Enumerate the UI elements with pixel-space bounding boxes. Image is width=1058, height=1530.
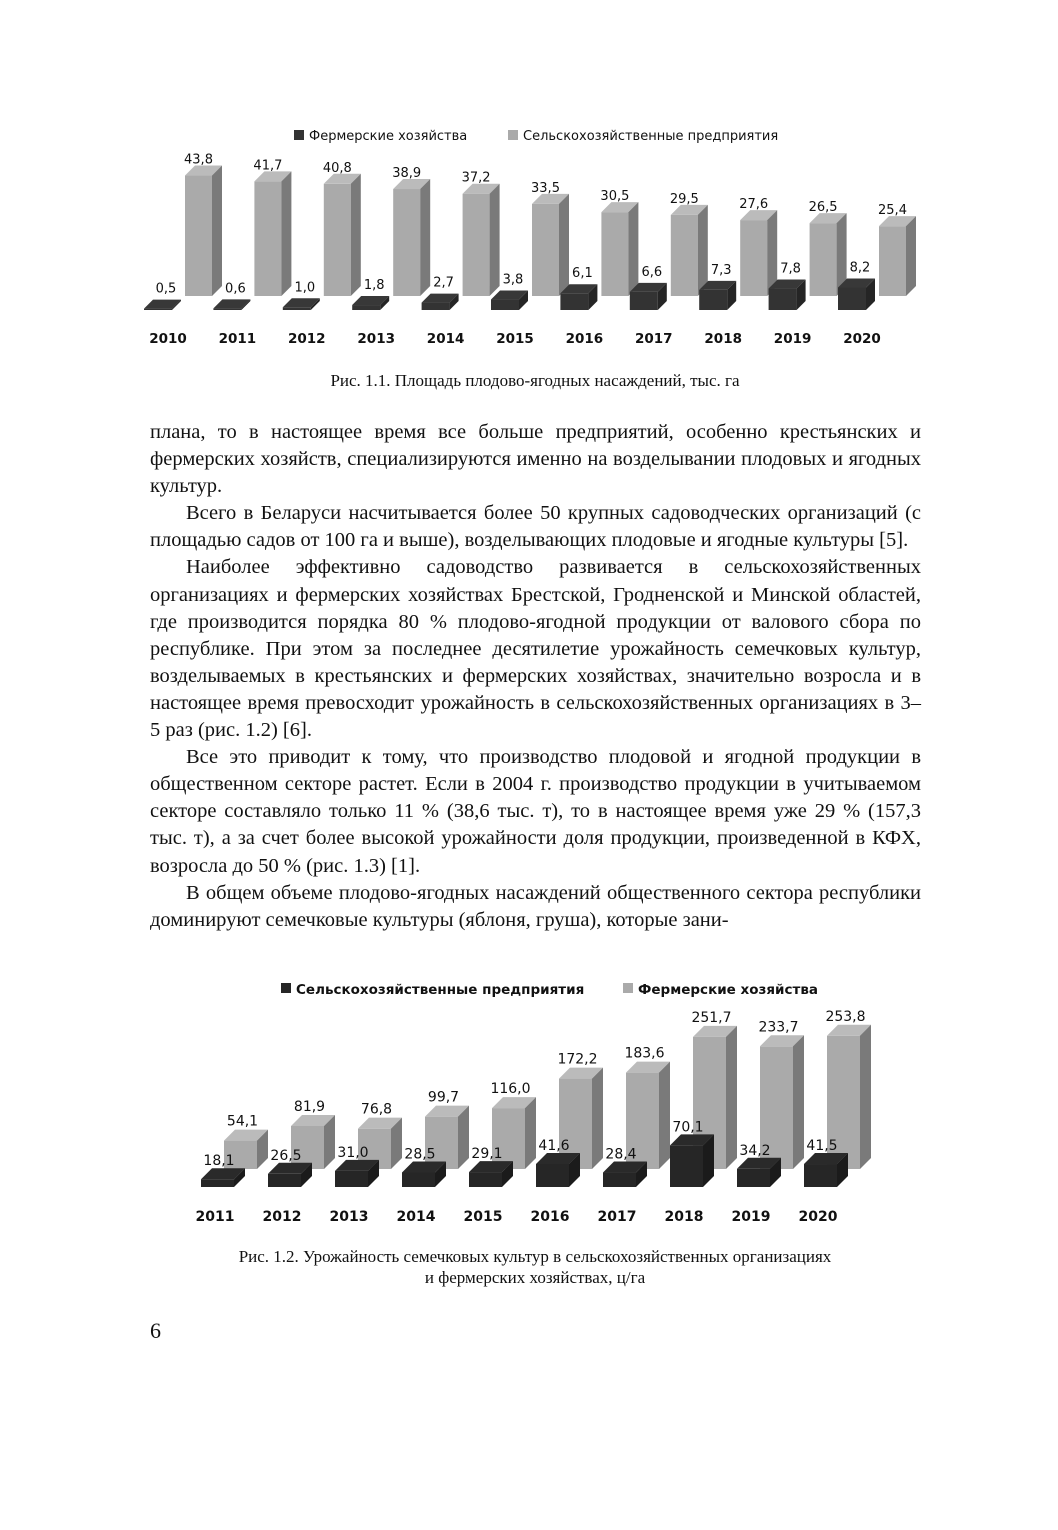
data-label-enterprises-2010: 43,8	[184, 152, 213, 168]
bar-farms-2020-side	[860, 1025, 871, 1169]
bar-enterprises-2020-front	[804, 1164, 837, 1187]
data-label-farms-2017: 6,6	[641, 264, 663, 280]
figure-2-caption-line-2: и фермерских хозяйствах, ц/га	[424, 1268, 646, 1287]
x-tick-2014: 2014	[426, 331, 465, 347]
x-tick-2020: 2020	[843, 331, 881, 347]
data-label-enterprises-2018: 27,6	[739, 197, 769, 213]
figure-2-caption-line-1: Рис. 1.2. Урожайность семечковых культур в сельскохозяйственных организациях	[238, 1247, 832, 1266]
x-tick-2020: 2020	[798, 1209, 838, 1225]
data-label-farms-2016: 6,1	[572, 266, 593, 282]
data-label-enterprises-2020: 25,4	[878, 203, 907, 219]
bar-enterprises-2012-front	[268, 1174, 301, 1187]
bar-enterprises-2019-front	[737, 1169, 770, 1187]
x-tick-2016: 2016	[530, 1209, 570, 1225]
x-tick-2015: 2015	[496, 331, 534, 347]
data-label-farms-2018: 251,7	[691, 1009, 732, 1026]
data-label-enterprises-2011: 18,1	[203, 1153, 235, 1170]
bar-enterprises-2011	[201, 1168, 245, 1187]
data-label-farms-2010: 0,5	[155, 281, 177, 297]
legend-swatch-enterprises	[281, 983, 291, 993]
bar-enterprises-2015-front	[469, 1172, 502, 1187]
data-label-enterprises-2019: 34,2	[739, 1142, 771, 1159]
x-tick-2011: 2011	[195, 1209, 235, 1225]
legend-label-farms: Фермерские хозяйства	[638, 982, 818, 998]
x-tick-2018: 2018	[664, 1209, 704, 1225]
x-tick-2010: 2010	[149, 331, 187, 347]
x-tick-2013: 2013	[329, 1209, 369, 1225]
x-tick-2017: 2017	[635, 331, 673, 347]
bar-enterprises-2019	[737, 1158, 781, 1187]
data-label-enterprises-2012: 26,5	[270, 1147, 302, 1164]
data-label-enterprises-2014: 28,5	[404, 1146, 436, 1163]
legend-label-enterprises: Сельскохозяйственные предприятия	[523, 129, 779, 144]
bar-enterprises-2013-front	[335, 1171, 368, 1187]
bar-enterprises-2014-front	[402, 1172, 435, 1187]
paragraph-1: плана, то в настоящее время все больше предприятий, особенно крестьянских и фермерских хозяйств, специализируются именно на возделывании плодовых и ягодных культур.	[150, 421, 921, 498]
data-label-farms-2015: 116,0	[490, 1081, 531, 1098]
bar-enterprises-2012	[268, 1163, 312, 1187]
paragraph-4: Все это приводит к тому, что производство плодовой и ягодной продукции в общественном секторе растет. Если в 2004 г. производство продукции в учитываемом секторе составляло только 11 % (38,6 тыс. т), то в настоящее время уже 29 % (157,3 тыс. т), а за счет более высокой урожайности доля продукции, произведенной в КФХ, возросла до 50 % (рис. 1.3) [1].	[150, 746, 921, 877]
paragraph-3: Наиболее эффективно садоводство развивается в сельскохозяйственных организациях и фермерских хозяйствах Брестской, Гродненской и Минской областей, где производится порядка 80 % плодово-ягодной продукции от валового сбора по республике. При этом за последнее десятилетие урожайность семечковых культур, возделываемых в крестьянских и фермерских хозяйствах, значительно возросла и в настоящее время превосходит урожайность в сельскохозяйственных организациях в 3–5 раз (рис. 1.2) [6].	[150, 556, 921, 742]
x-tick-2012: 2012	[288, 331, 326, 347]
data-label-farms-2017: 183,6	[624, 1045, 665, 1062]
data-label-farms-2012: 1,0	[294, 280, 316, 296]
data-label-enterprises-2016: 30,5	[600, 189, 630, 205]
data-label-farms-2016: 172,2	[557, 1051, 598, 1068]
data-label-enterprises-2020: 41,5	[806, 1138, 838, 1155]
x-tick-2016: 2016	[565, 331, 604, 347]
figure-2-caption	[150, 1246, 920, 1288]
data-label-farms-2014: 99,7	[427, 1089, 460, 1106]
bar-farms-2016-side	[592, 1068, 603, 1169]
bar-farms-2017-side	[659, 1062, 670, 1169]
bar-farms-2015-side	[525, 1097, 536, 1169]
data-label-farms-2011: 54,1	[226, 1113, 259, 1130]
data-label-farms-2015: 3,8	[502, 272, 524, 288]
x-tick-2011: 2011	[218, 331, 257, 347]
x-tick-2018: 2018	[704, 331, 742, 347]
data-label-enterprises-2016: 41,6	[538, 1137, 570, 1154]
page-number: 6	[150, 1318, 161, 1343]
data-label-farms-2019: 233,7	[758, 1019, 799, 1036]
figure-1-caption: Рис. 1.1. Площадь плодово-ягодных насаждений, тыс. га	[330, 371, 740, 390]
data-label-farms-2012: 81,9	[293, 1099, 326, 1116]
data-label-enterprises-2017: 29,5	[669, 191, 699, 207]
bar-enterprises-2016-front	[536, 1164, 569, 1187]
data-label-enterprises-2017: 28,4	[605, 1146, 637, 1163]
bar-enterprises-2011-front	[201, 1179, 234, 1187]
legend-swatch-farms	[623, 983, 633, 993]
x-tick-2015: 2015	[463, 1209, 503, 1225]
paragraph-5: В общем объеме плодово-ягодных насаждений общественного сектора республики доминируют семечковые культуры (яблоня, груша), которые зани-	[150, 881, 921, 931]
bar-enterprises-2018	[670, 1134, 714, 1187]
data-label-enterprises-2019: 26,5	[808, 200, 838, 216]
data-label-enterprises-2018: 70,1	[672, 1119, 704, 1136]
bar-farms-2019-side	[793, 1035, 804, 1169]
data-label-farms-2019: 7,8	[780, 261, 801, 277]
x-tick-2012: 2012	[262, 1209, 302, 1225]
bar-enterprises-2015	[469, 1161, 513, 1187]
data-label-enterprises-2014: 37,2	[461, 170, 491, 186]
x-tick-2019: 2019	[731, 1209, 771, 1225]
bar-enterprises-2018-front	[670, 1145, 703, 1187]
bar-farms-2018-side	[726, 1026, 737, 1169]
data-label-farms-2011: 0,6	[225, 281, 246, 297]
bar-enterprises-2020	[804, 1153, 848, 1187]
data-label-enterprises-2012: 40,8	[322, 160, 352, 176]
data-label-enterprises-2015: 29,1	[471, 1146, 503, 1163]
data-label-farms-2013: 1,8	[363, 278, 385, 294]
data-label-farms-2020: 8,2	[849, 260, 871, 276]
bar-enterprises-2014	[402, 1161, 446, 1187]
x-tick-2017: 2017	[597, 1209, 637, 1225]
data-label-enterprises-2011: 41,7	[253, 158, 283, 174]
x-tick-2019: 2019	[773, 331, 812, 347]
paragraph-2: Всего в Беларуси насчитывается более 50 крупных садоводческих организаций (с площадью садов от 100 га и выше), возделывающих плодовые и ягодные культуры [5].	[150, 502, 921, 552]
data-label-enterprises-2015: 33,5	[531, 180, 560, 196]
data-label-enterprises-2013: 31,0	[337, 1144, 369, 1161]
bar-enterprises-2016	[536, 1153, 580, 1187]
bar-enterprises-2013	[335, 1160, 379, 1187]
data-label-farms-2013: 76,8	[360, 1101, 393, 1118]
bar-enterprises-2017	[603, 1162, 647, 1187]
data-label-enterprises-2013: 38,9	[392, 166, 422, 182]
x-tick-2014: 2014	[396, 1209, 436, 1225]
data-label-farms-2014: 2,7	[433, 275, 454, 291]
legend-label-enterprises: Сельскохозяйственные предприятия	[296, 982, 585, 998]
legend-label-farms: Фермерские хозяйства	[309, 129, 468, 144]
bar-farms-2014-side	[458, 1106, 469, 1169]
bar-enterprises-2017-front	[603, 1173, 636, 1187]
data-label-farms-2018: 7,3	[710, 262, 732, 278]
data-label-farms-2020: 253,8	[825, 1008, 866, 1025]
x-tick-2013: 2013	[357, 331, 395, 347]
